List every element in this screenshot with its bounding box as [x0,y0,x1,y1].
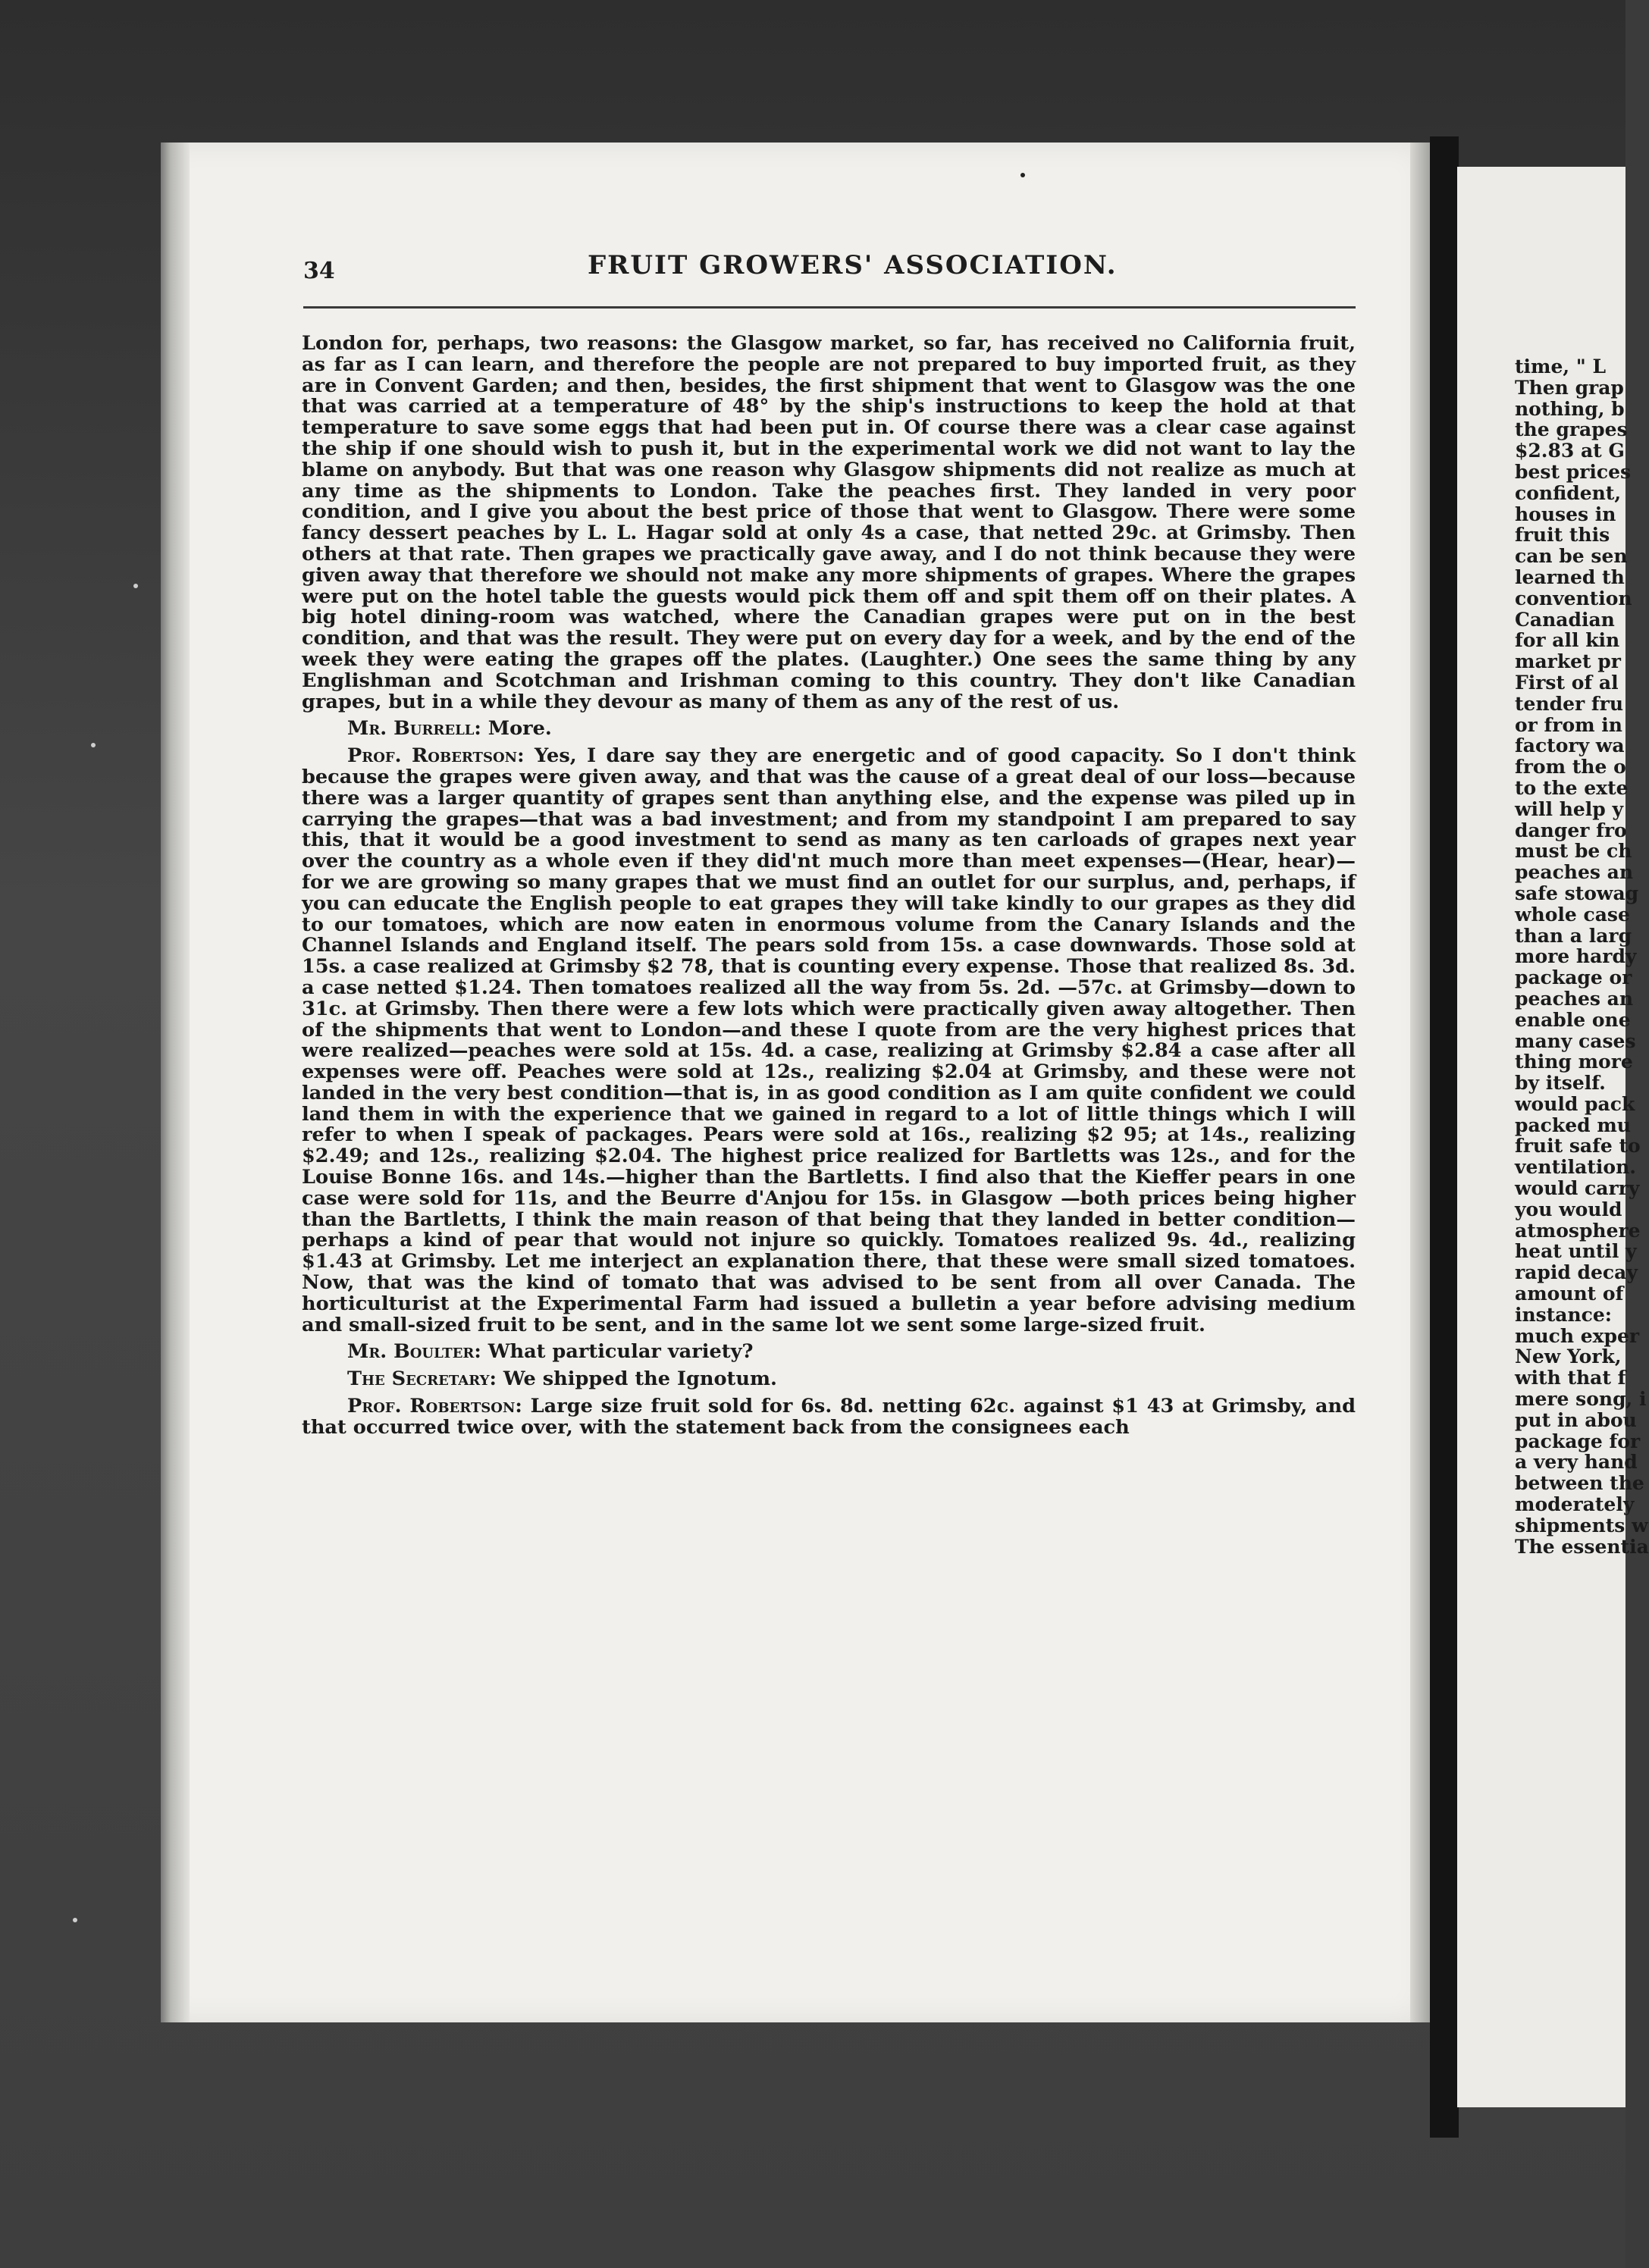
book-spine [1430,136,1459,2138]
facing-page-line: convention [1515,587,1632,609]
scan-speck [91,743,96,747]
facing-page-line: time, " L [1515,356,1607,377]
page-header [303,250,1380,296]
facing-page-line: New York, [1515,1345,1622,1368]
facing-page-line: ventilation. [1515,1156,1636,1179]
facing-page-line: thing more [1515,1051,1633,1073]
facing-page-line: instance: [1515,1303,1613,1326]
scan-speck [133,584,138,588]
facing-page-line: First of al [1515,671,1619,694]
facing-page-line: by itself. [1515,1072,1606,1095]
facing-page-line: would pack [1515,1092,1635,1115]
speech-text: : What particular variety? [474,1340,754,1364]
facing-page-line: put in abou [1515,1408,1637,1431]
speech-text: : More. [474,717,552,741]
facing-page-line: market pr [1515,650,1621,673]
speech-text: : Yes, I dare say they are energetic and of good capacity. So I don't think because the grapes were given away, and that was the cause of a great deal of our loss—because there was a larger quantity of grapes sent than anything else, and the expense was piled up in carrying the grapes—that was a bad investment; and from my standpoint I am prepared to say this, that it would be a good investment to send as many as ten carloads of grapes next year over the country as a whole even if they did'nt much more than meet expenses—(Hear, hear)—for we are growing so many grapes that we must find an outlet for our surplus, and, perhaps, if you can educate the English people to eat grapes they will take kindly to our grapes as they did to our tomatoes, which are now eaten in enormous volume from the Canary Islands and the Channel Islands and England itself. The pears sold from 15s. a case downwards. Those sold at 15s. a case realized at Grimsby $2 78, that is counting every expense. Those that realized 8s. 3d. a case netted $1.24. Then tomatoes realized all the way from 5s. 2d. —57c. at Grimsby—down to 31c. at Grimsby. Then there were a few lots which were practically given away altogether. Then of the shipments that went to London—and these I quote from are the very highest prices that were realized—peaches were sold at 15s. 4d. a case, realizing at Grimsby $2.84 a case after all expenses were off. Peaches were sold at 12s., realizing $2.04 at Grimsby, and these were not landed in the very best condition—that is, in as good condition as I am quite confident we could land them in with the experience that we gained in regard to a lot of little things which I will refer to when I speak of packages. Pears were sold at 16s., realizing $2 95; at 14s., realizing $2.49; and 12s., realizing $2.04. The highest price realized for Bartletts was 12s., and for the Louise Bonne 16s. and 14s.—higher than the Bartletts. I find also that the Kieffer pears in one case were sold for 11s, and the Beurre d'Anjou for 15s. in Glasgow —both prices being higher than the Bartletts, I think the main reason of that being that they landed in better condition—perhaps a kind of pear that would not injure so quickly. Tomatoes realized 9s. 4d., realizing $1.43 at Grimsby. Let me interject an explanation there, that these were small sized tomatoes. Now, that was the kind of tomato that was advised to be sent from all over Canada. The horticulturist at the Experimental Farm had issued a bulletin a year before advising medium and small-sized fruit to be sent, and in the same lot we sent some large-sized fruit. [302,744,1356,1336]
facing-page-line: The essentia [1515,1535,1649,1558]
speaker-name: Prof. Robertson [347,1395,516,1418]
facing-page-line: nothing, b [1515,397,1625,420]
facing-page-line: much exper [1515,1324,1640,1347]
facing-page-line: shipments w [1515,1514,1648,1537]
speaker-name: Mr. Burrell [347,717,475,741]
facing-page-line: best prices [1515,460,1632,483]
facing-page-line: Then grap [1515,376,1624,399]
facing-page-line: would carry [1515,1177,1640,1200]
facing-page-line: must be ch [1515,840,1632,863]
facing-page-line: fruit safe to [1515,1135,1641,1157]
facing-page-line: from the o [1515,756,1626,778]
facing-page [1457,167,1649,2107]
facing-page-line: between the [1515,1472,1644,1495]
speaker-name: The Secretary [347,1367,490,1391]
facing-page-line: mere song, i [1515,1388,1647,1411]
facing-page-line: many cases [1515,1029,1636,1052]
facing-page-line: or from in [1515,713,1622,736]
facing-page-line: tender fru [1515,692,1623,715]
facing-page-line: will help y [1515,797,1624,820]
facing-page-line: than a larg [1515,924,1632,947]
paragraph [302,746,1356,1336]
paragraph [302,1342,1356,1363]
facing-page-line: peaches an [1515,987,1634,1010]
facing-page-line: enable one [1515,1008,1631,1031]
facing-page-line: can be sen [1515,545,1628,568]
header-rule [303,306,1356,309]
facing-page-line: packed mu [1515,1114,1631,1136]
facing-page-line: danger fro [1515,819,1627,841]
scan-speck [73,1918,77,1922]
running-title: FRUIT GROWERS' ASSOCIATION. [588,250,1118,280]
speaker-name: Prof. Robertson [347,744,518,768]
facing-page-line: atmosphere [1515,1219,1641,1242]
facing-page-line: the grapes [1515,418,1628,441]
facing-page-line: more hardy [1515,945,1637,968]
speech-text: : Large size fruit sold for 6s. 8d. netting 62c. against $1 43 at Grimsby, and that occurred twice over, with the statement back from the consignees each [302,1395,1356,1439]
scan-speck [1020,173,1025,177]
facing-page-line: heat until y [1515,1240,1637,1263]
facing-page-line: moderately [1515,1493,1635,1516]
facing-page-line: you would [1515,1198,1622,1220]
paragraph [302,719,1356,740]
facing-page-line: $2.83 at G [1515,440,1625,462]
paragraph [302,1396,1356,1439]
facing-page-line: package for [1515,1430,1641,1452]
facing-page-line: to the exte [1515,776,1629,799]
facing-page-line: package or [1515,966,1632,989]
page-number: 34 [303,258,335,284]
facing-page-line: safe stowag [1515,882,1639,904]
facing-page-line: a very hand [1515,1451,1638,1474]
page-edge-shadow [161,143,190,2022]
speaker-name: Mr. Boulter [347,1340,475,1364]
facing-page-line: peaches an [1515,861,1634,884]
facing-page-line: learned th [1515,565,1625,588]
facing-page-line: with that f [1515,1367,1626,1389]
facing-page-line: for all kin [1515,629,1620,652]
facing-page-line: rapid decay [1515,1261,1638,1284]
facing-page-line: fruit this [1515,524,1610,547]
body-text [302,334,1356,1963]
facing-page-line: factory wa [1515,735,1625,757]
facing-page-line: whole case [1515,903,1630,926]
paragraph: London for, perhaps, two reasons: the Glasgow market, so far, has received no California fruit, as far as I can learn, and therefore the people are not prepared to buy imported fruit, as they are in Convent Garden; and then, besides, the first shipment that went to Glasgow was the one that was carried at a temperature of 48° by the ship's instructions to keep the hold at that temperature to save some eggs that had been put in. Of course there was a clear case against the ship if one should wish to push it, but in the experimental work we did not want to lay the blame on anybody. But that was one reason why Glasgow shipments did not realize as much at any time as the shipments to London. Take the peaches first. They landed in very poor condition, and I give you about the best price of those that went to Glasgow. There were some fancy dessert peaches by L. L. Hagar sold at only 4s a case, that netted 29c. at Grimsby. Then others at that rate. Then grapes we practically gave away, and I do not think because they were given away that therefore we should not make any more shipments of grapes. Where the grapes were put on the hotel table the guests would pick them off and spit them off on their plates. A big hotel dining-room was watched, where the Canadian grapes were put on in the best condition, and that was the result. They were put on every day for a week, and by the end of the week they were eating the grapes off the plates. (Laughter.) One sees the same thing by any Englishman and Scotchman and Irishman coming to this country. They don't like Canadian grapes, but in a while they devour as many of them as any of the rest of us. [302,332,1356,713]
facing-page-text [1457,356,1649,1558]
facing-page-line: Canadian [1515,608,1615,631]
speech-text: : We shipped the Ignotum. [489,1367,777,1391]
facing-page-line: houses in [1515,503,1616,525]
paragraph [302,1369,1356,1390]
facing-page-line: confident, [1515,481,1622,504]
facing-page-line: amount of [1515,1283,1624,1305]
